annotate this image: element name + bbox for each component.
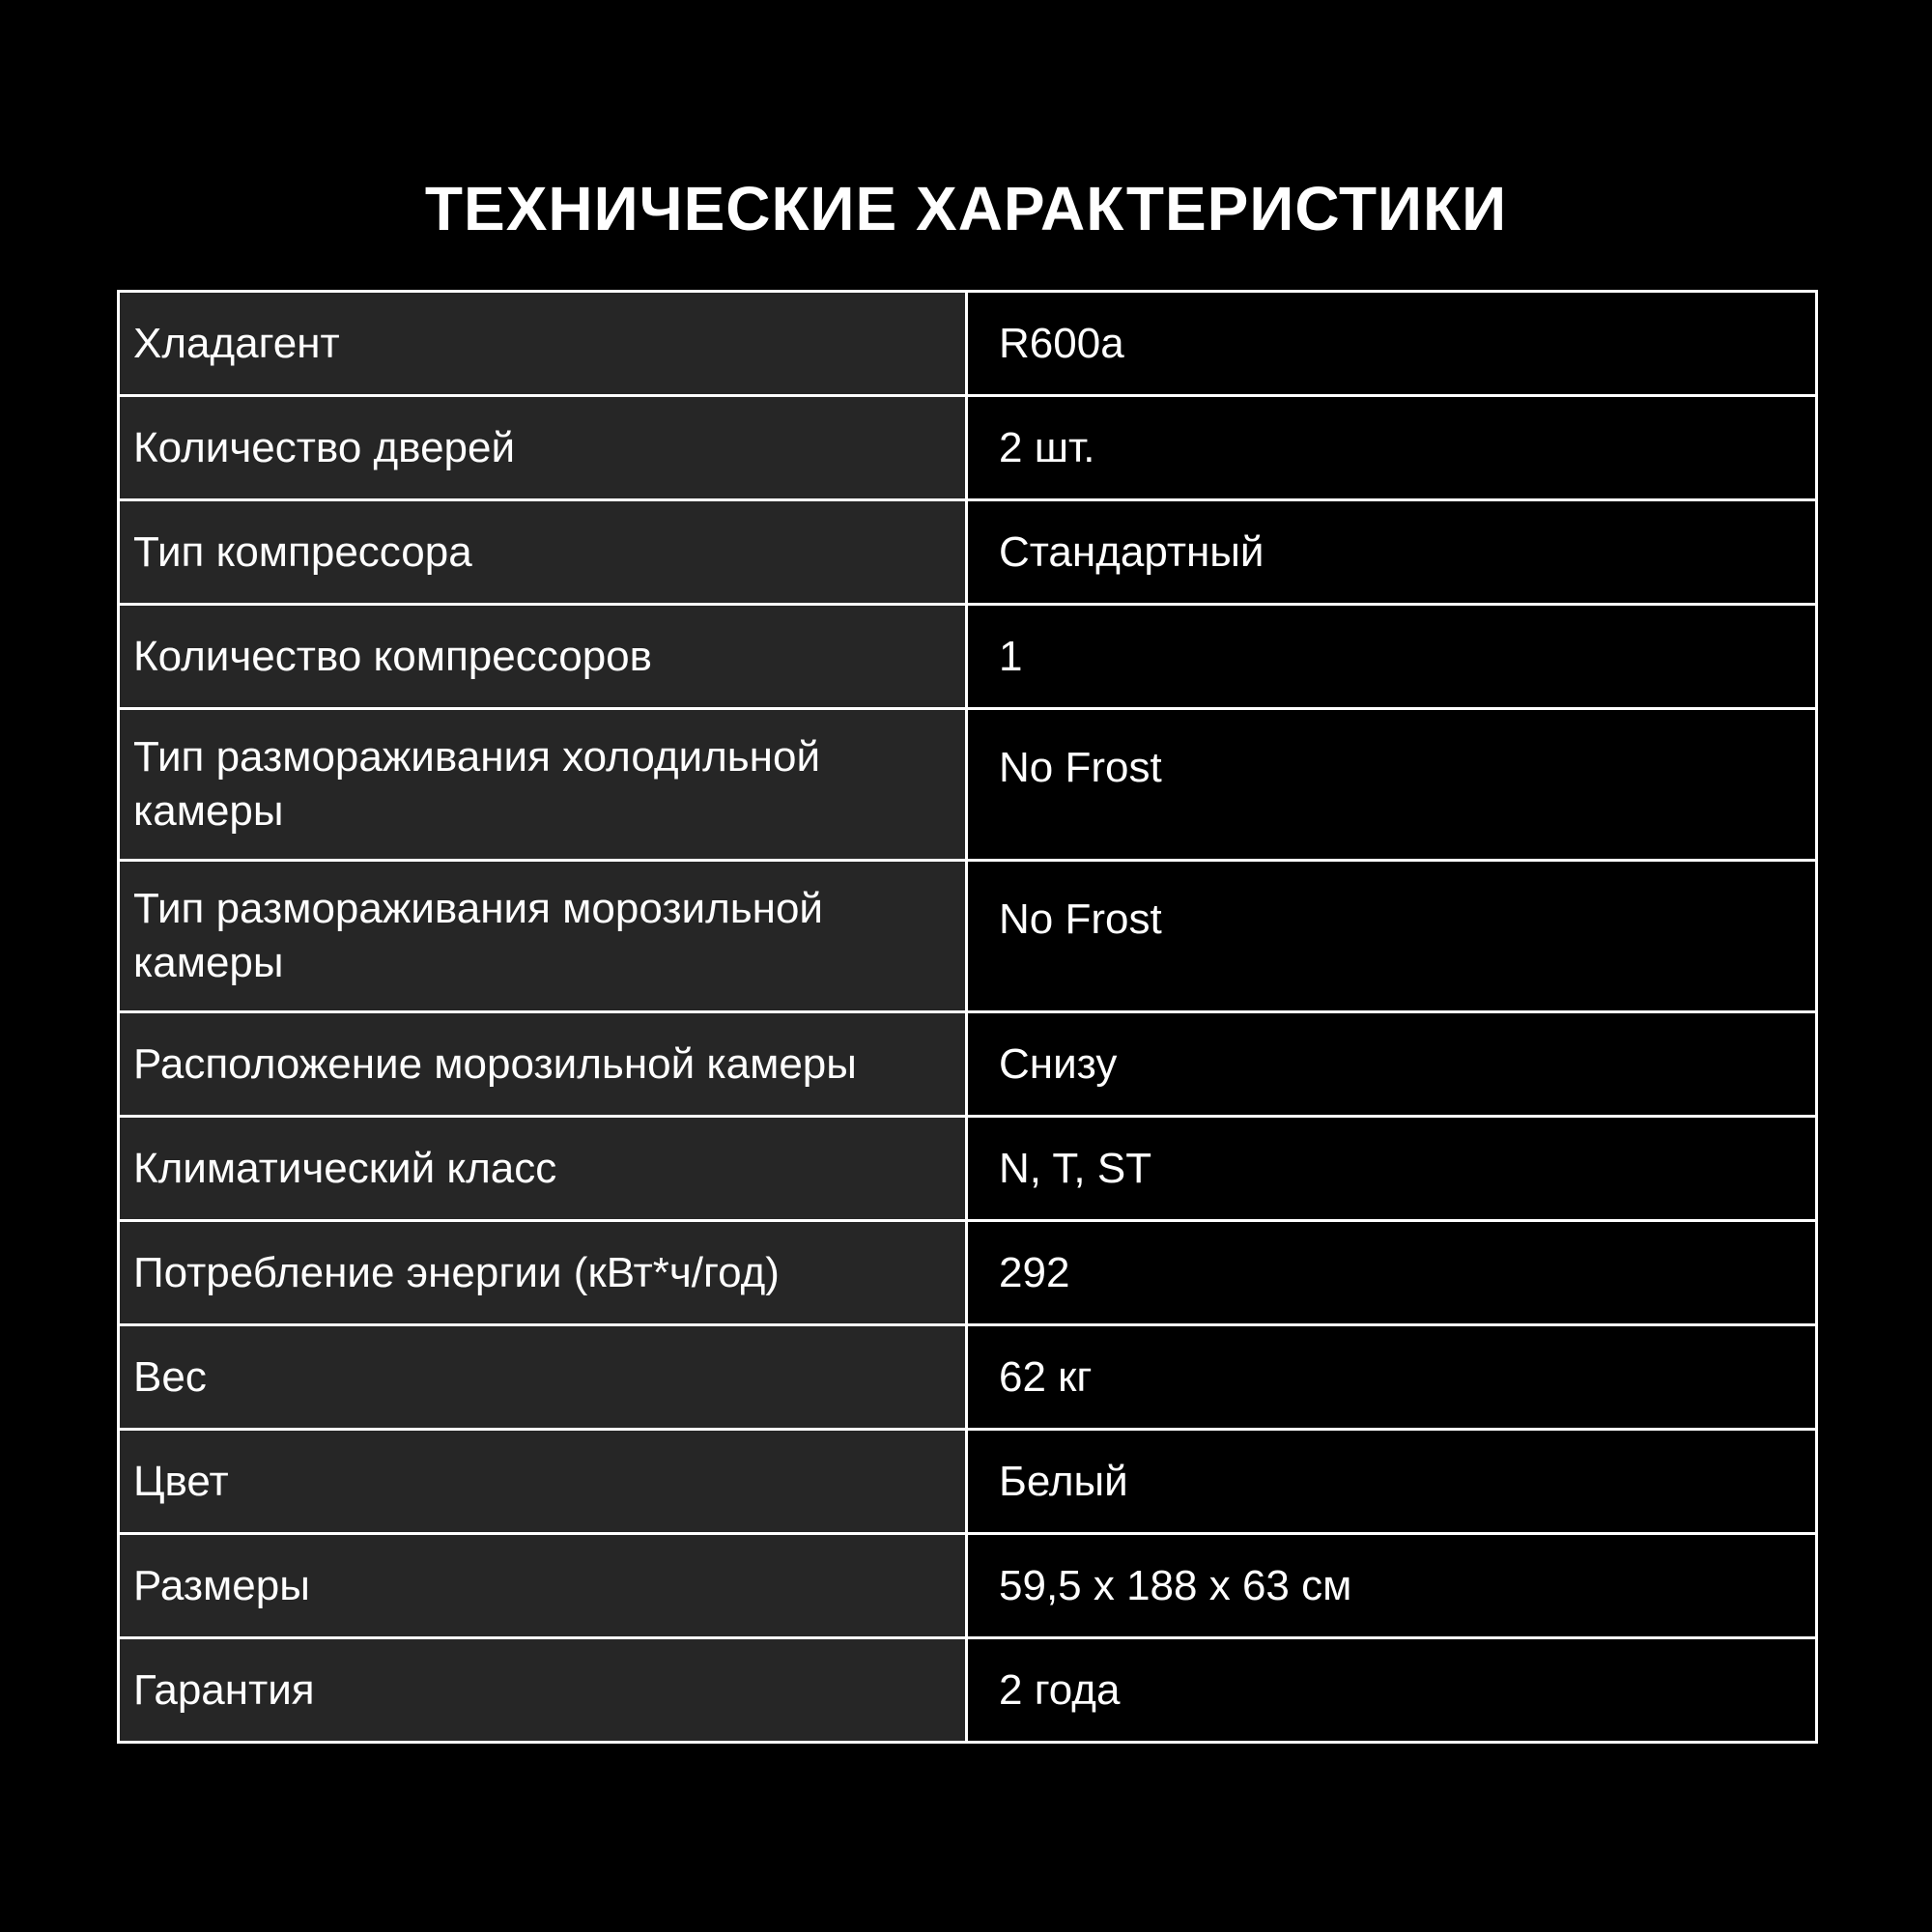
spec-value: 292 <box>967 1221 1817 1325</box>
spec-value: 1 <box>967 605 1817 709</box>
spec-value: Стандартный <box>967 500 1817 605</box>
spec-value: R600a <box>967 292 1817 396</box>
spec-value: 2 года <box>967 1638 1817 1743</box>
table-row <box>119 292 1817 396</box>
specifications-table <box>117 290 1818 1744</box>
table-row <box>119 861 1817 1012</box>
table-row <box>119 500 1817 605</box>
table-row <box>119 1325 1817 1430</box>
page-title: ТЕХНИЧЕСКИЕ ХАРАКТЕРИСТИКИ <box>424 174 1508 243</box>
spec-label: Вес <box>119 1325 967 1430</box>
spec-label: Гарантия <box>119 1638 967 1743</box>
spec-value: 62 кг <box>967 1325 1817 1430</box>
spec-value: Белый <box>967 1430 1817 1534</box>
table-row <box>119 709 1817 861</box>
spec-label: Тип компрессора <box>119 500 967 605</box>
spec-value: 2 шт. <box>967 396 1817 500</box>
spec-label: Тип размораживания холодильной камеры <box>119 709 967 861</box>
spec-value: 59,5 x 188 x 63 см <box>967 1534 1817 1638</box>
spec-label: Хладагент <box>119 292 967 396</box>
table-row <box>119 1534 1817 1638</box>
table-row <box>119 1012 1817 1117</box>
spec-label: Количество дверей <box>119 396 967 500</box>
spec-value: No Frost <box>967 861 1817 1012</box>
table-row <box>119 605 1817 709</box>
spec-label: Потребление энергии (кВт*ч/год) <box>119 1221 967 1325</box>
table-row <box>119 1221 1817 1325</box>
table-row <box>119 396 1817 500</box>
table-row <box>119 1638 1817 1743</box>
spec-label: Количество компрессоров <box>119 605 967 709</box>
table-row <box>119 1430 1817 1534</box>
spec-value: No Frost <box>967 709 1817 861</box>
spec-value: Снизу <box>967 1012 1817 1117</box>
spec-label: Климатический класс <box>119 1117 967 1221</box>
spec-label: Размеры <box>119 1534 967 1638</box>
spec-label: Расположение морозильной камеры <box>119 1012 967 1117</box>
spec-value: N, T, ST <box>967 1117 1817 1221</box>
spec-label: Тип размораживания морозильной камеры <box>119 861 967 1012</box>
spec-label: Цвет <box>119 1430 967 1534</box>
table-row <box>119 1117 1817 1221</box>
